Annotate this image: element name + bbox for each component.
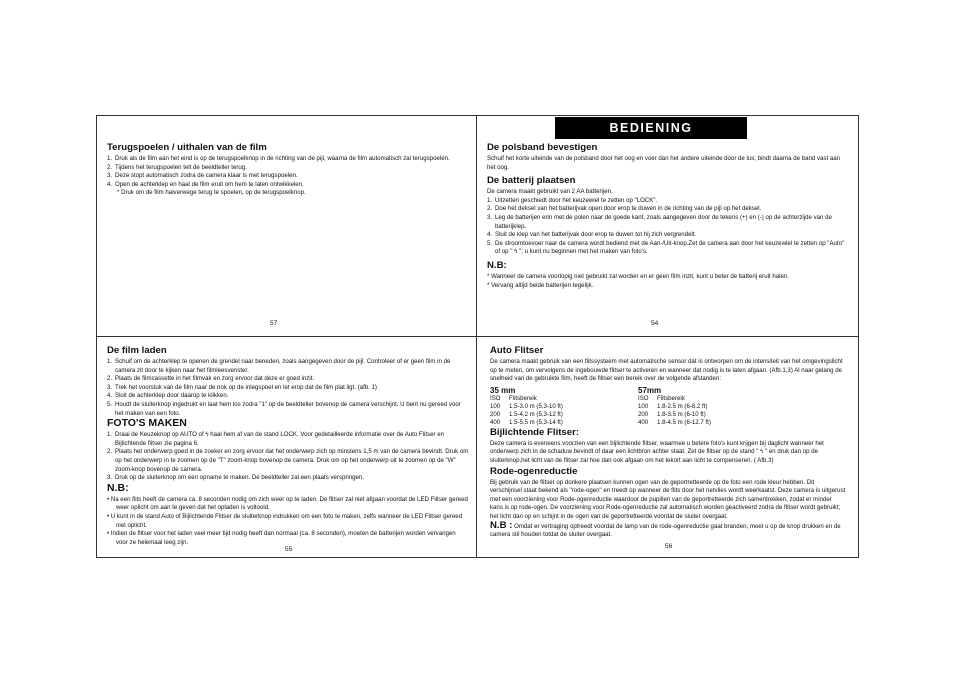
section-banner: BEDIENING — [555, 117, 747, 139]
nb-bullet: • U kunt in de stand Auto of Bijlichtende Flitser de sluiterknop indrukken om een foto te maken, zelfs wanneer de LED Flitser gereed niet oplicht. — [107, 512, 463, 529]
table-column — [490, 386, 638, 427]
red-eye-text: Bij gebruik van de flitser op donkere plaatsen kunnen ogen van de geportretteerde op de foto een rode kleur hebben. Dit verschijnsel staat bekend als "rode-ogen" en treedt op wanneer de flits door het netvlies wordt weerkaatst. Deze camera is uitgerust met een voorziening voor Rode-ogenreductie waardoor de pupillen van de geportretteerde zich samentrekken, zodat er minder kans is op rode-ogen. De voorziening voor Rode-ogenreductie zal automatisch worden geactiveerd zodra de flitser wordt gebruikt; het licht dan op en schijnt in de ogen van de geportretteerde voordat de sluiter overgaat. — [490, 478, 846, 520]
page-number-57: 57 — [270, 320, 278, 327]
table-row: 200 1.5-4.2 m (5.3-12 ft) — [490, 410, 563, 418]
list-item: 3. Trek het voorstuk van de film naar de nok op de inlegspoel en let erop dat de film plat ligt. (afb. 1) — [107, 383, 377, 391]
flash-range-table — [490, 386, 846, 427]
rewind-note: * Druk om de film halverwege terug te spoelen, op de terugspoelknop. — [117, 189, 306, 197]
list-item: 3. Leg de batterijen erin met de polen naar de goede kant, zoals aangegeven door de tekens (+) en (-) op de achterzijde van de batterijklep. — [487, 213, 832, 230]
nb-line: * Vervang altijd beide batterijen tegelijk. — [487, 281, 594, 289]
list-item: 1. Druk als de film aan het eind is op de terugspoelknop in de richting van de pijl, waarna de film automatisch zal terugspoelen. — [107, 155, 450, 162]
page-number-55: 55 — [285, 546, 293, 553]
list-item: 1. Draai de Keuzeknop op AUTO of ϟ haal hem af van de stand LOCK. Voor gedetailleerde informatie over de Auto Flitser en Bijlichtende flitser zie pagina 6. — [107, 431, 444, 447]
rewind-heading: Terugspoelen / uithalen van de film — [107, 142, 267, 153]
red-eye-heading: Rode-ogenreductie — [490, 465, 578, 477]
list-item: 3. Deze stopt automatisch zodra de camera klaar is met terugspoelen. — [107, 172, 298, 180]
page-55 — [107, 345, 469, 555]
table-title: 35 mm — [490, 385, 516, 395]
nb-line: * Wanneer de camera voorlopig niet gebruikt zal worden en er geen film inzit, kunt u beter de batterij eruit halen. — [487, 272, 789, 280]
auto-flash-heading: Auto Flitser — [490, 345, 544, 356]
table-header: ISO Flitsbereik — [490, 394, 537, 402]
photos-steps — [107, 431, 469, 483]
table-column — [638, 386, 786, 427]
wrist-strap-text: Schuif het korte uiteinde van de polsband door het oog en voer dan het andere uiteinde door de lus; bindt daarna de band vast aan het oog. — [487, 155, 841, 171]
page-number-56: 56 — [665, 543, 673, 550]
list-item: 2. Doe het deksel van het batterijvak open door erop te duwen in de richting van de pijl op het deksel. — [487, 205, 762, 213]
table-row: 400 1.8-4.5 m (6-12.7 ft) — [638, 418, 711, 426]
list-item: 5. Houdt de sluiterknop ingedrukt en laat hem los zodra "1" op de beeldteller bovenop de camera verschijnt. U bent nu gereed voor het maken van een foto. — [107, 400, 461, 417]
battery-heading: De batterij plaatsen — [487, 175, 576, 187]
fill-flash-text: Deze camera is eveneens voorzien van een bijlichtende flitser, waarmee u betere foto's kunt krijgen bij daglicht wanneer het onderwerp zich in de schaduw bevindt of daar een lichtbron achter staat. Zet de flitser op de stand " ϟ " en druk dan op de sluiterknop,het licht van de flitser zal hoe dan ook afgaan om het tekort aan licht te compenseren. ( Afb.3) — [490, 439, 824, 464]
nb-text: Omdat er vertraging optreedt voordat de lamp van de rode-ogenreductie gaat branden, moet u op de knop drukken en de camera stil houden totdat de sluiter overgaat. — [490, 522, 841, 539]
fill-flash-heading: Bijlichtende Flitser: — [490, 426, 580, 438]
nb-heading: N.B: — [487, 259, 507, 271]
table-title: 57mm — [638, 385, 662, 395]
list-item: 2. Plaats het onderwerp goed in de zoeker en zorg ervoor dat het onderwerp zich op minstens 1,5 m van de camera bevindt. Druk om op het onderwerp in te zoomen op de "T" zoom-knop bovenop de camera. Druk om op het onderwerp uit te zoomen op de "W" zoom-knop bovenop de camera. — [107, 448, 469, 473]
table-row: 100 1.8-2.5 m (6-8.2 ft) — [638, 402, 708, 410]
list-item: 2. Tijdens het terugspoelen telt de beeldteller terug. — [107, 163, 247, 171]
page-number-54: 54 — [651, 320, 659, 327]
auto-flash-text: De camera maakt gebruik van een flitssysteem met automatische sensor dat is ontworpen om de intensiteit van het omgevingslicht op te meten, om vervolgens de ingebouwde flitser te activeren en wanneer dat nodig is te laten afgaan. (Afb.1,3) Al naar gelang de snelheid van de gebruikte film, heeft de flitser een bereik over de volgende afstanden: — [490, 358, 843, 383]
list-item: 2. Plaats de filmcassette in het filmvak en zorg ervoor dat deze er goed inzit. — [107, 375, 315, 383]
horizontal-divider — [96, 336, 859, 337]
load-film-steps — [107, 358, 469, 418]
table-row: 200 1.8-3.5 m (6-10 ft) — [638, 410, 706, 418]
list-item: 5. De stroomtoevoer naar de camera wordt bediend met de Aan-/Uit-knop.Zet de camera aan door het keuzewiel te zetten op "Auto" of op " ϟ "; u kunt nu beginnen met het maken van foto's. — [487, 239, 845, 256]
page-56 — [490, 345, 846, 555]
list-item: 4. Open de achterklep en haal de film eruit om hem te laten ontwikkelen. — [107, 180, 304, 188]
table-row: 400 1.5-5.5 m (5.3-14 ft) — [490, 418, 563, 426]
list-item: 1. Uitzetten geschiedt door het keuzewiel te zetten op "LOCK". — [487, 196, 658, 204]
table-header: ISO Flitsbereik — [638, 394, 685, 402]
rewind-steps — [107, 155, 469, 189]
nb-bullet: • Na een flits heeft de camera ca. 8 seconden nodig om zich weer op te laden. De flitser zal niet afgaan voordat de LED Flitser gereed weer oplicht om aan te geven dat het opladen is voltooid. — [107, 495, 468, 512]
page-57 — [107, 142, 469, 332]
page-54 — [487, 142, 849, 332]
battery-steps — [487, 197, 849, 257]
wrist-strap-heading: De polsband bevestigen — [487, 142, 598, 153]
nb-bullet: • Indien de flitser voor het laden veel meer tijd nodig heeft dan normaal (ca. 8 seconden), moeten de batterijen worden vervangen voor ze helemaal leeg zijn. — [107, 530, 456, 546]
nb-heading: N.B : — [490, 519, 513, 531]
list-item: 4. Sluit de klep van het batterijvak door erop te duwen tot hij zich vergrendelt. — [487, 231, 697, 239]
photos-heading: FOTO'S MAKEN — [107, 417, 187, 430]
nb-paragraph — [490, 519, 846, 540]
load-film-heading: De film laden — [107, 345, 167, 356]
battery-intro: De camera maakt gebruikt van 2 AA batterijen. — [487, 188, 613, 196]
list-item: 4. Sluit de achterklep door daarop te klikken. — [107, 392, 229, 400]
nb-heading: N.B: — [107, 481, 129, 494]
list-item: 1. Schuif om de achterklep te openen de grendel naar beneden, zoals aangegeven door de pijl. Controleer of er geen film in de camera zit door te kijken naar het filmleesvenster. — [107, 358, 451, 374]
list-item: 3. Druk op de sluiterknop om een opname te maken. De beeldteller zal een plaats verspringen. — [107, 474, 364, 482]
table-row: 100 1.5-3.0 m (5.3-10 ft) — [490, 402, 563, 410]
